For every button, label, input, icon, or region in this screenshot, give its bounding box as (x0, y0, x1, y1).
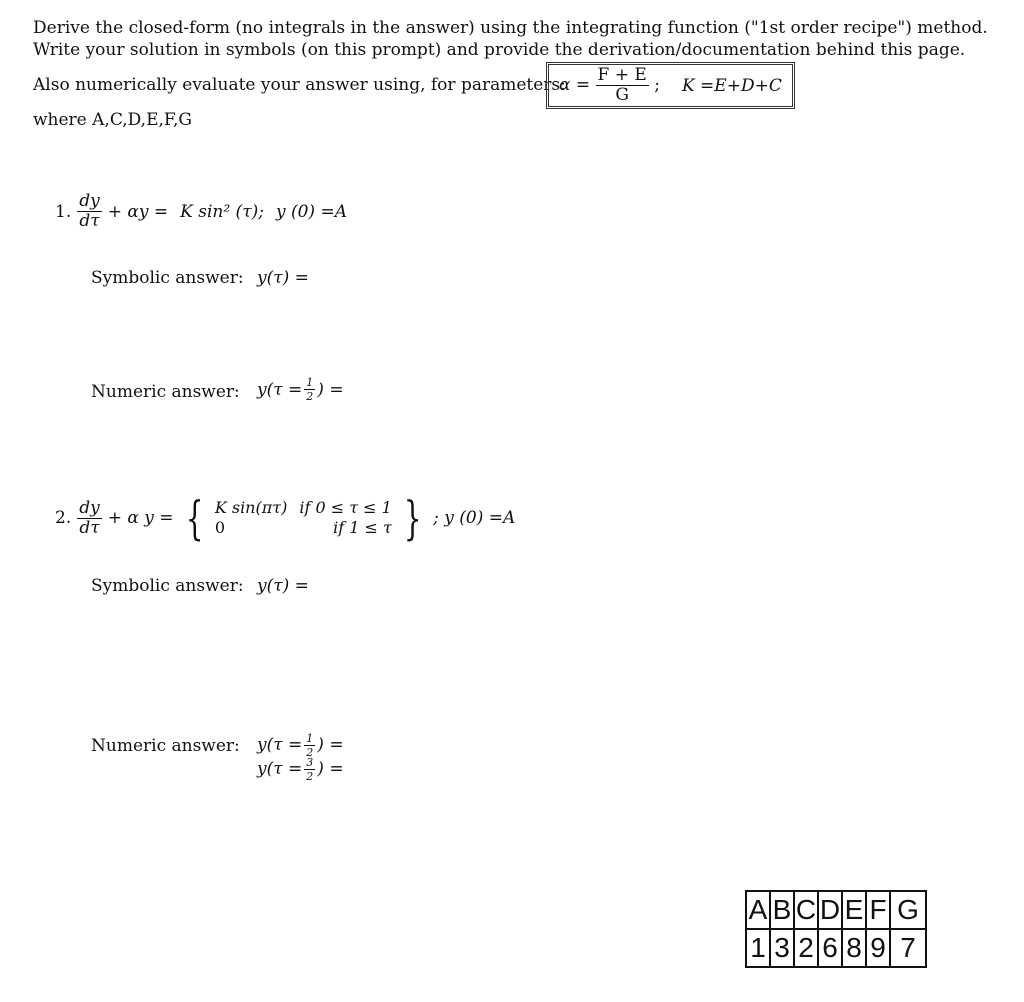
piecewise-cases (215, 498, 392, 538)
param-value-d: 6 (818, 929, 842, 967)
problem-2-numeric-2-num: 3 (306, 755, 314, 769)
problem-1-equation (55, 193, 347, 230)
problem-2-numeric-2 (257, 757, 344, 781)
problem-2-numeric-1-pre: y(τ = (257, 735, 303, 755)
problem-2-initial-condition: ; y (0) =A (433, 508, 516, 528)
problem-1-symbolic-expr: y(τ) = (257, 268, 309, 288)
param-header-f: F (866, 891, 890, 929)
problem-1-number: 1. (55, 201, 72, 222)
param-value-g: 7 (890, 929, 926, 967)
problem-2-numeric-2-post: ) = (317, 759, 344, 779)
param-header-e: E (842, 891, 866, 929)
case-2-expr: 0 (214, 518, 225, 537)
intro-line-2: Write your solution in symbols (on this prompt) and provide the derivation/documentation behind this page. (33, 40, 966, 60)
intro-line-3: Also numerically evaluate your answer using, for parameters: (33, 75, 566, 95)
intro-line-1: Derive the closed-form (no integrals in the answer) using the integrating function ("1st order recipe") method. (33, 18, 988, 38)
right-brace: } (403, 491, 422, 545)
problem-2-numeric-1-den: 2 (306, 745, 314, 759)
parameter-definition-box (546, 62, 795, 109)
param-header-d: D (818, 891, 842, 929)
left-brace: { (185, 491, 203, 545)
param-value-a: 1 (746, 929, 770, 967)
problem-2-dy: dy (79, 497, 100, 518)
problem-2-numeric-1 (257, 733, 344, 757)
param-value-b: 3 (770, 929, 794, 967)
alpha-numerator: F + E (597, 65, 647, 85)
parameter-value-row (746, 929, 926, 967)
parameter-value-table (745, 890, 927, 968)
param-header-g: G (890, 891, 926, 929)
problem-2-symbolic-expr: y(τ) = (257, 576, 309, 596)
problem-2-numeric-label: Numeric answer: (91, 736, 240, 756)
param-value-e: 8 (842, 929, 866, 967)
alpha-separator: ; (654, 75, 660, 95)
problem-2-dtau: dτ (79, 517, 100, 538)
problem-1-numeric-num: 1 (306, 376, 314, 389)
param-value-c: 2 (794, 929, 818, 967)
case-1-expr: K sin(πτ) (214, 498, 288, 517)
intro-line-4: where A,C,D,E,F,G (33, 110, 193, 130)
problem-1-numeric-den: 2 (306, 390, 314, 403)
problem-2-numeric-1-post: ) = (317, 735, 344, 755)
problem-2-numeric-2-pre: y(τ = (257, 759, 303, 779)
problem-1-numeric-post: ) = (317, 379, 344, 400)
alpha-denominator: G (615, 85, 629, 105)
case-2-cond: if 1 ≤ τ (333, 518, 392, 537)
problem-1-dtau: dτ (79, 211, 100, 231)
param-header-b: B (770, 891, 794, 929)
problem-2-equation (55, 491, 516, 545)
problem-1-lhs: + αy = (107, 201, 169, 222)
case-1-cond: if 0 ≤ τ ≤ 1 (299, 498, 392, 517)
problem-1-symbolic-label: Symbolic answer: (91, 268, 244, 288)
problem-1-rhs: K sin² (τ); (180, 201, 264, 222)
alpha-lhs: α = (559, 75, 591, 95)
problem-1-numeric-pre: y(τ = (257, 379, 303, 400)
problem-2-lhs: + α y = (107, 508, 174, 528)
problem-2-number: 2. (55, 508, 72, 528)
param-value-f: 9 (866, 929, 890, 967)
parameter-header-row (746, 891, 926, 929)
k-definition: K =E+D+C (681, 75, 782, 96)
problem-1-numeric-label: Numeric answer: (91, 382, 240, 402)
param-header-c: C (794, 891, 818, 929)
problem-1-dy: dy (79, 191, 100, 211)
problem-1-initial-condition: y (0) =A (275, 201, 347, 222)
param-header-a: A (746, 891, 770, 929)
problem-2-symbolic-label: Symbolic answer: (91, 576, 244, 596)
problem-1-numeric-expr (257, 377, 344, 402)
problem-2-numeric-exprs (257, 733, 344, 781)
problem-2-numeric-1-num: 1 (306, 731, 314, 745)
problem-2-numeric-2-den: 2 (306, 769, 314, 783)
